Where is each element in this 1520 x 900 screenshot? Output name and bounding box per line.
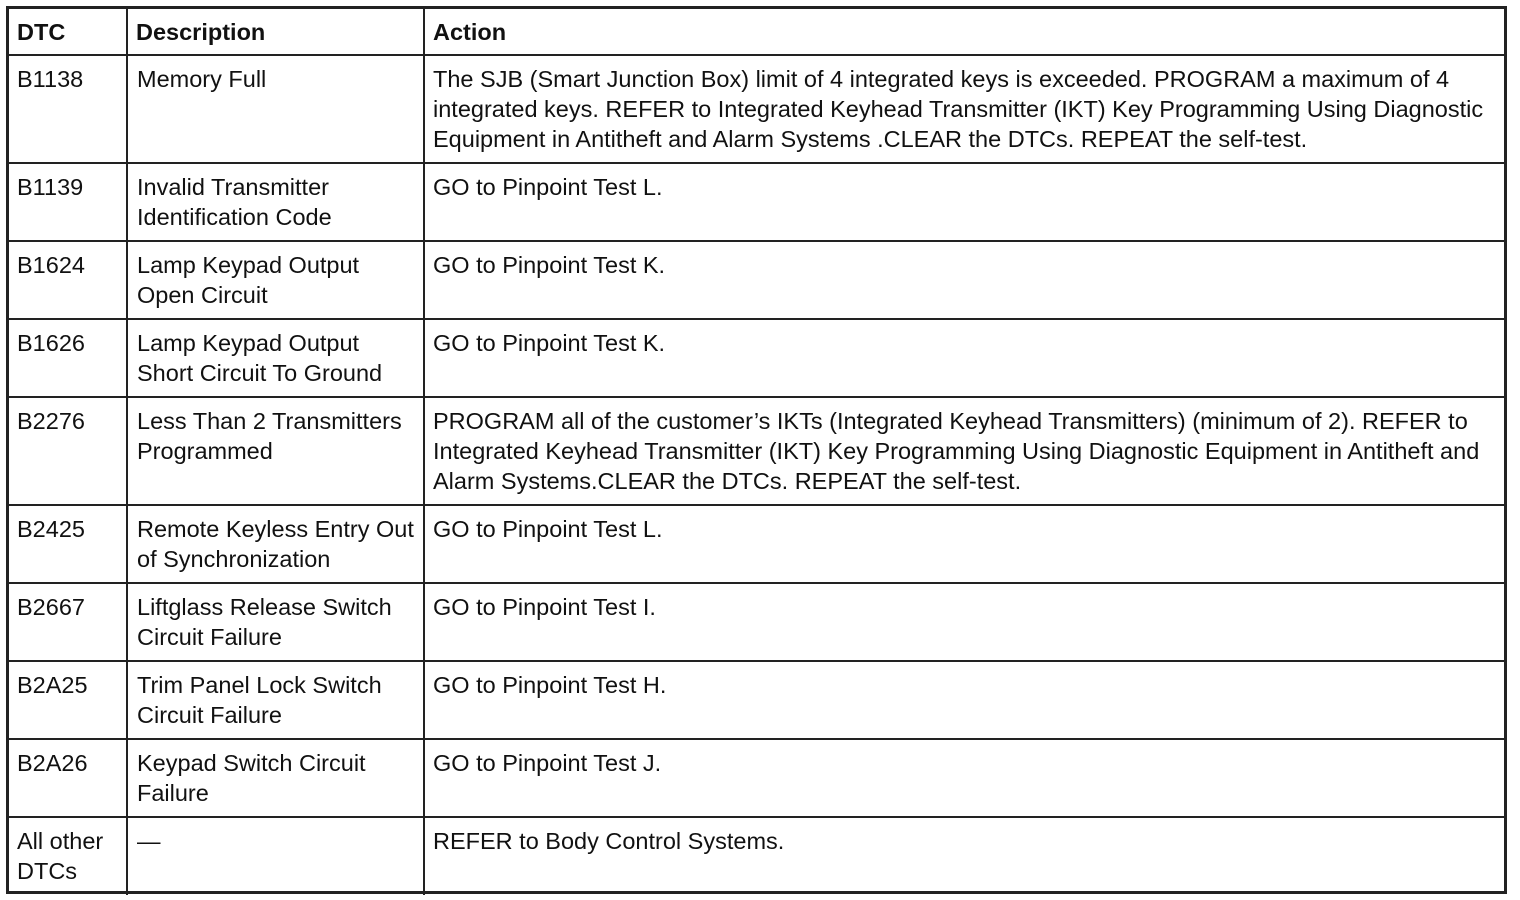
dtc-cell: B2425 bbox=[9, 505, 127, 583]
action-cell: GO to Pinpoint Test L. bbox=[424, 505, 1504, 583]
table-row bbox=[9, 505, 1504, 583]
action-cell: REFER to Body Control Systems. bbox=[424, 817, 1504, 895]
dtc-cell: B1626 bbox=[9, 319, 127, 397]
description-cell: Liftglass Release Switch Circuit Failure bbox=[127, 583, 424, 661]
dtc-table bbox=[9, 9, 1504, 895]
action-cell: GO to Pinpoint Test I. bbox=[424, 583, 1504, 661]
description-cell: Keypad Switch Circuit Failure bbox=[127, 739, 424, 817]
description-cell: Lamp Keypad Output Open Circuit bbox=[127, 241, 424, 319]
table-row bbox=[9, 241, 1504, 319]
header-dtc: DTC bbox=[9, 9, 127, 55]
description-cell: Invalid Transmitter Identification Code bbox=[127, 163, 424, 241]
dtc-cell: B1138 bbox=[9, 55, 127, 163]
table-row bbox=[9, 817, 1504, 895]
dtc-cell: B2A25 bbox=[9, 661, 127, 739]
description-cell: Memory Full bbox=[127, 55, 424, 163]
dtc-cell: B2A26 bbox=[9, 739, 127, 817]
dtc-cell: B1139 bbox=[9, 163, 127, 241]
table-row bbox=[9, 319, 1504, 397]
table-row bbox=[9, 583, 1504, 661]
table-row bbox=[9, 55, 1504, 163]
description-cell: — bbox=[127, 817, 424, 895]
action-cell: The SJB (Smart Junction Box) limit of 4 integrated keys is exceeded. PROGRAM a maximum of 4 integrated keys. REFER to Integrated Keyhead Transmitter (IKT) Key Programming Using Diagnostic Equipment in Antitheft and Alarm Systems .CLEAR the DTCs. REPEAT the self-test. bbox=[424, 55, 1504, 163]
action-cell: GO to Pinpoint Test L. bbox=[424, 163, 1504, 241]
dtc-cell: B2667 bbox=[9, 583, 127, 661]
action-cell: PROGRAM all of the customer’s IKTs (Integrated Keyhead Transmitters) (minimum of 2). REFER to Integrated Keyhead Transmitter (IKT) Key Programming Using Diagnostic Equipment in Antitheft and Alarm Systems.CLEAR the DTCs. REPEAT the self-test. bbox=[424, 397, 1504, 505]
dtc-table-frame bbox=[6, 6, 1507, 894]
action-cell: GO to Pinpoint Test J. bbox=[424, 739, 1504, 817]
table-row bbox=[9, 397, 1504, 505]
table-row bbox=[9, 739, 1504, 817]
dtc-cell: B2276 bbox=[9, 397, 127, 505]
table-row bbox=[9, 163, 1504, 241]
action-cell: GO to Pinpoint Test K. bbox=[424, 241, 1504, 319]
action-cell: GO to Pinpoint Test H. bbox=[424, 661, 1504, 739]
action-cell: GO to Pinpoint Test K. bbox=[424, 319, 1504, 397]
dtc-cell: All other DTCs bbox=[9, 817, 127, 895]
header-description: Description bbox=[127, 9, 424, 55]
description-cell: Remote Keyless Entry Out of Synchronization bbox=[127, 505, 424, 583]
description-cell: Lamp Keypad Output Short Circuit To Ground bbox=[127, 319, 424, 397]
header-row bbox=[9, 9, 1504, 55]
table-row bbox=[9, 661, 1504, 739]
header-action: Action bbox=[424, 9, 1504, 55]
dtc-cell: B1624 bbox=[9, 241, 127, 319]
description-cell: Trim Panel Lock Switch Circuit Failure bbox=[127, 661, 424, 739]
description-cell: Less Than 2 Transmitters Programmed bbox=[127, 397, 424, 505]
